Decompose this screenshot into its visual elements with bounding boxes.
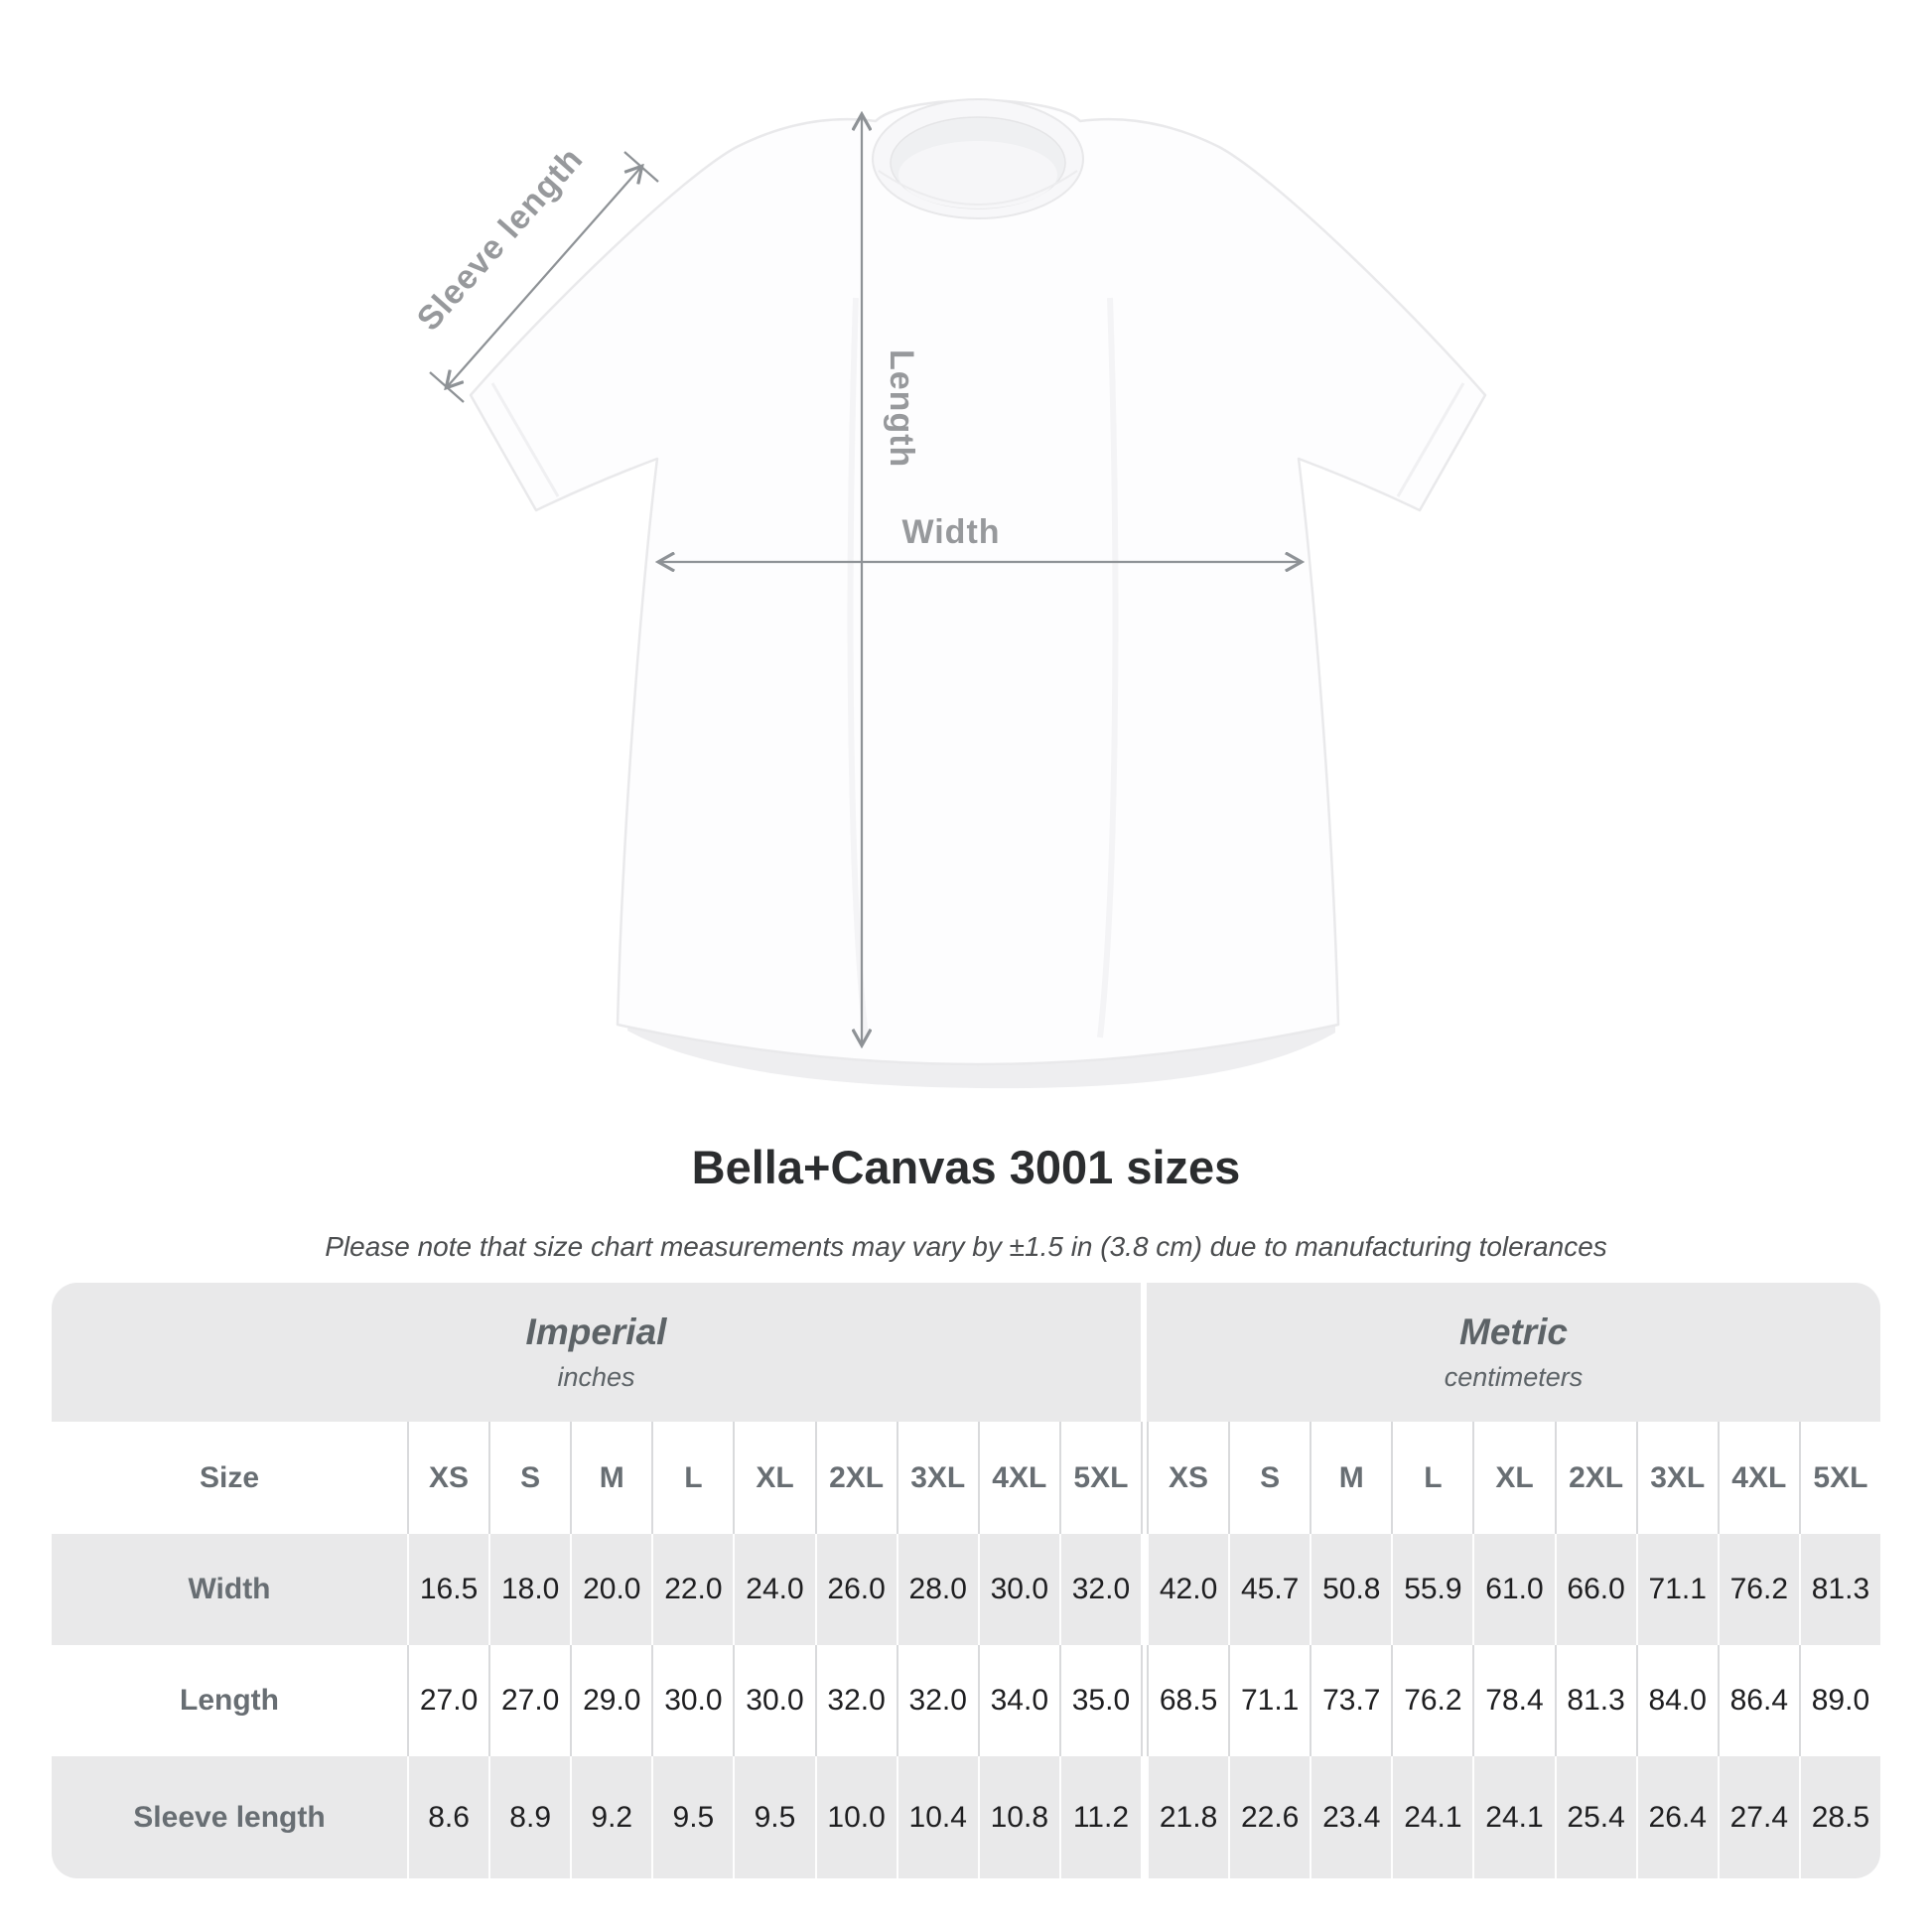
value-cell: 28.0 xyxy=(897,1534,978,1645)
value-cell: 35.0 xyxy=(1059,1645,1141,1756)
value-cell: 45.7 xyxy=(1228,1534,1310,1645)
unit-name-metric: Metric xyxy=(1459,1311,1568,1352)
value-cell: 30.0 xyxy=(978,1534,1059,1645)
size-header-cell: XL xyxy=(1472,1422,1554,1534)
corner-header-cell: Size xyxy=(52,1422,407,1534)
value-cell: 32.0 xyxy=(1059,1534,1141,1645)
value-cell: 11.2 xyxy=(1059,1756,1141,1878)
value-cell: 34.0 xyxy=(978,1645,1059,1756)
value-cell: 20.0 xyxy=(570,1534,651,1645)
value-cell: 26.0 xyxy=(815,1534,897,1645)
page-title: Bella+Canvas 3001 sizes xyxy=(691,1141,1241,1193)
value-cell: 26.4 xyxy=(1636,1756,1718,1878)
value-cell: 22.6 xyxy=(1228,1756,1310,1878)
value-cell: 29.0 xyxy=(570,1645,651,1756)
value-cell: 22.0 xyxy=(651,1534,733,1645)
size-header-cell: 4XL xyxy=(978,1422,1059,1534)
value-cell: 10.4 xyxy=(897,1756,978,1878)
value-cell: 8.9 xyxy=(488,1756,570,1878)
size-header-cell: XS xyxy=(407,1422,488,1534)
size-header-cell: 5XL xyxy=(1059,1422,1141,1534)
page-subtitle: Please note that size chart measurements may vary by ±1.5 in (3.8 cm) due to manufacturing tolerances xyxy=(325,1231,1607,1262)
value-cell: 24.0 xyxy=(733,1534,814,1645)
size-header-cell: 2XL xyxy=(1555,1422,1636,1534)
value-cell: 10.0 xyxy=(815,1756,897,1878)
unit-sub-imperial: inches xyxy=(557,1362,635,1392)
value-cell: 30.0 xyxy=(651,1645,733,1756)
value-cell: 32.0 xyxy=(815,1645,897,1756)
value-cell: 73.7 xyxy=(1310,1645,1391,1756)
unit-name-imperial: Imperial xyxy=(525,1311,667,1352)
size-header-cell: M xyxy=(570,1422,651,1534)
size-header-cell: M xyxy=(1310,1422,1391,1534)
value-cell: 86.4 xyxy=(1718,1645,1799,1756)
value-cell: 76.2 xyxy=(1391,1645,1472,1756)
value-cell: 78.4 xyxy=(1472,1645,1554,1756)
value-cell: 66.0 xyxy=(1555,1534,1636,1645)
value-cell: 68.5 xyxy=(1147,1645,1228,1756)
value-cell: 76.2 xyxy=(1718,1534,1799,1645)
value-cell: 24.1 xyxy=(1391,1756,1472,1878)
size-header-cell: S xyxy=(488,1422,570,1534)
tshirt-collar xyxy=(873,99,1083,218)
value-cell: 81.3 xyxy=(1799,1534,1880,1645)
value-cell: 9.5 xyxy=(733,1756,814,1878)
value-cell: 89.0 xyxy=(1799,1645,1880,1756)
size-header-cell: 2XL xyxy=(815,1422,897,1534)
unit-header-imperial xyxy=(52,1283,1141,1422)
size-header-cell: 4XL xyxy=(1718,1422,1799,1534)
value-cell: 28.5 xyxy=(1799,1756,1880,1878)
value-cell: 21.8 xyxy=(1147,1756,1228,1878)
length-label: Length xyxy=(883,349,920,469)
value-cell: 8.6 xyxy=(407,1756,488,1878)
value-cell: 27.0 xyxy=(488,1645,570,1756)
size-header-cell: L xyxy=(1391,1422,1472,1534)
row-label-cell: Length xyxy=(52,1645,407,1756)
value-cell: 25.4 xyxy=(1555,1756,1636,1878)
value-cell: 84.0 xyxy=(1636,1645,1718,1756)
value-cell: 55.9 xyxy=(1391,1534,1472,1645)
size-header-cell: L xyxy=(651,1422,733,1534)
size-header-cell: 3XL xyxy=(1636,1422,1718,1534)
size-table xyxy=(52,1283,1880,1878)
sleeve-length-label: Sleeve length xyxy=(409,140,591,339)
value-cell: 71.1 xyxy=(1636,1534,1718,1645)
row-label-cell: Sleeve length xyxy=(52,1756,407,1878)
value-cell: 50.8 xyxy=(1310,1534,1391,1645)
value-cell: 9.5 xyxy=(651,1756,733,1878)
size-header-cell: XS xyxy=(1147,1422,1228,1534)
size-header-cell: 3XL xyxy=(897,1422,978,1534)
value-cell: 81.3 xyxy=(1555,1645,1636,1756)
unit-header-metric xyxy=(1147,1283,1880,1422)
value-cell: 23.4 xyxy=(1310,1756,1391,1878)
size-header-cell: 5XL xyxy=(1799,1422,1880,1534)
column-gap xyxy=(1141,1422,1147,1534)
value-cell: 71.1 xyxy=(1228,1645,1310,1756)
row-label-cell: Width xyxy=(52,1534,407,1645)
value-cell: 42.0 xyxy=(1147,1534,1228,1645)
value-cell: 27.4 xyxy=(1718,1756,1799,1878)
value-cell: 61.0 xyxy=(1472,1534,1554,1645)
value-cell: 24.1 xyxy=(1472,1756,1554,1878)
value-cell: 32.0 xyxy=(897,1645,978,1756)
unit-sub-metric: centimeters xyxy=(1444,1362,1584,1392)
value-cell: 27.0 xyxy=(407,1645,488,1756)
size-header-cell: XL xyxy=(733,1422,814,1534)
tshirt-graphic xyxy=(471,99,1485,1064)
size-header-cell: S xyxy=(1228,1422,1310,1534)
value-cell: 18.0 xyxy=(488,1534,570,1645)
value-cell: 10.8 xyxy=(978,1756,1059,1878)
width-label: Width xyxy=(901,513,1001,551)
value-cell: 30.0 xyxy=(733,1645,814,1756)
value-cell: 16.5 xyxy=(407,1534,488,1645)
value-cell: 9.2 xyxy=(570,1756,651,1878)
